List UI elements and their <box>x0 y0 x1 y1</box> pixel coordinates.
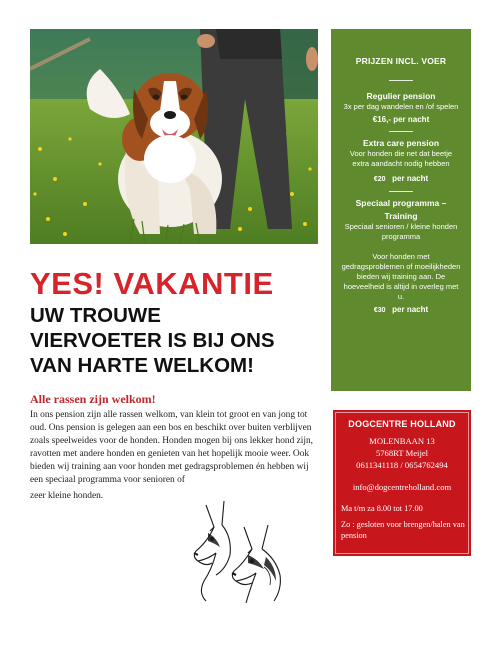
special-desc-2: Voor honden met gedragsproblemen of moeilijkheden bieden wij training aan. De hoeveelheid is altijd in overleg met u. <box>341 252 461 301</box>
welcome-body <box>30 409 316 503</box>
headline-line-1: UW TROUWE <box>30 304 161 327</box>
extra-care-price <box>331 173 471 185</box>
contact-panel <box>333 410 471 556</box>
prices-title: PRIJZEN INCL. VOER <box>355 56 447 66</box>
extra-care-heading: Extra care pension <box>362 138 440 148</box>
shepherd-dogs-icon <box>186 497 298 607</box>
headline-welcome <box>30 303 275 378</box>
extra-care-desc: Voor honden die net dat beetje extra aandacht nodig hebben <box>349 149 453 168</box>
divider <box>389 80 413 81</box>
contact-hours: Ma t/m za 8.00 tot 17.00 <box>341 504 423 513</box>
headline-line-2: VIERVOETER IS BIJ ONS <box>30 329 275 352</box>
headline-line-3: VAN HARTE WELKOM! <box>30 354 254 377</box>
contact-name: DOGCENTRE HOLLAND <box>348 419 456 429</box>
extra-care-price-unit: per nacht <box>392 174 429 183</box>
contact-street: MOLENBAAN 13 <box>369 436 435 446</box>
special-heading-2: Training <box>384 211 418 221</box>
divider <box>389 131 413 132</box>
contact-panel-border <box>335 412 469 554</box>
regular-desc: 3x per dag wandelen en /of spelen <box>343 102 459 111</box>
shepherd-dogs-drawing <box>186 497 298 607</box>
saint-bernard-photo-illustration <box>30 29 318 244</box>
special-price-amount: €30 <box>373 307 386 314</box>
welcome-body-text: In ons pension zijn alle rassen welkom, van klein tot groot en van jong tot oud. Ons pension is gelegen aan een bos en beschikt over buiten verblijven zoals speelweides voor de honden. Honden mogen bij ons lekker hond zijn, ravotten met andere honden en genieten van het hopelijk mooie weer. Ook bieden wij training aan voor honden met gedragsproblemen én hebben wij een speciaal programma voor senioren of <box>30 410 314 486</box>
contact-email[interactable]: info@dogcentreholland.com <box>352 482 452 492</box>
prices-panel <box>331 29 471 391</box>
contact-sunday: Zo : gesloten voor brengen/halen van pension <box>341 520 465 540</box>
contact-phones[interactable]: 0611341118 / 0654762494 <box>356 460 448 470</box>
divider <box>389 191 413 192</box>
special-desc: Speciaal senioren / kleine honden programma <box>344 222 458 241</box>
contact-city: 5768RT Meijel <box>375 448 429 458</box>
welcome-body-end: zeer kleine honden. <box>30 490 104 501</box>
dog-photo <box>30 29 318 244</box>
special-price <box>331 304 471 316</box>
regular-price: €16,- per nacht <box>372 115 430 124</box>
extra-care-price-amount: €20 <box>373 176 386 183</box>
headline-vacation: YES! VAKANTIE <box>30 266 274 301</box>
regular-heading: Regulier pension <box>366 91 436 101</box>
special-heading-1: Speciaal programma – <box>355 198 447 208</box>
welcome-title: Alle rassen zijn welkom! <box>30 392 156 406</box>
special-price-unit: per nacht <box>392 305 429 314</box>
